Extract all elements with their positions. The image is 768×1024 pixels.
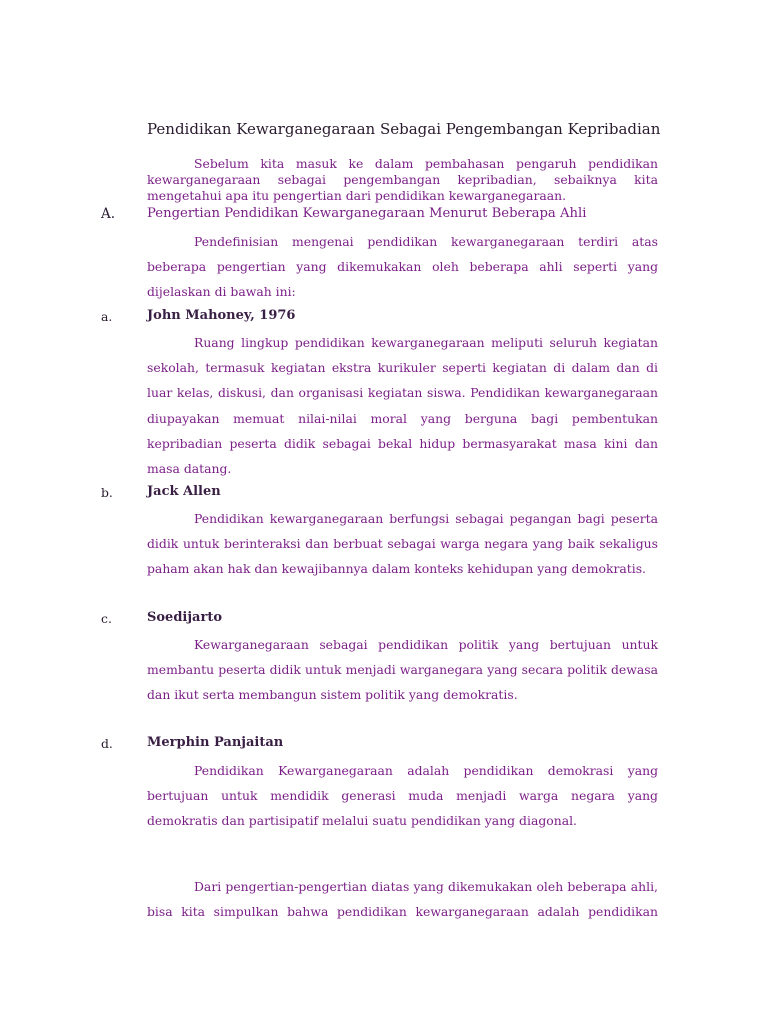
intro-paragraph: Sebelum kita masuk ke dalam pembahasan pengaruh pendidikan kewarganegaraan sebagai pengembangan kepribadian, sebaiknya kita mengetahui apa itu pengertian dari pendidikan kewarganegaraan. bbox=[147, 156, 658, 203]
expert-d-marker: d. bbox=[101, 736, 113, 751]
section-a-paragraph: Pendefinisian mengenai pendidikan kewarganegaraan terdiri atas beberapa pengertian yang dikemukakan oleh beberapa ahli seperti yang dijelaskan di bawah ini: bbox=[147, 234, 658, 300]
expert-b-paragraph: Pendidikan kewarganegaraan berfungsi sebagai pegangan bagi peserta didik untuk berinteraksi dan berbuat sebagai warga negara yang baik sekaligus paham akan hak dan kewajibannya dalam konteks kehidupan yang demokratis. bbox=[147, 511, 658, 577]
expert-a-paragraph: Ruang lingkup pendidikan kewarganegaraan meliputi seluruh kegiatan sekolah, termasuk kegiatan ekstra kurikuler seperti kegiatan di dalam dan di luar kelas, diskusi, dan organisasi kegiatan siswa. Pendidikan kewarganegaraan diupayakan memuat nilai-nilai moral yang berguna bagi pembentukan kepribadian peserta didik sebagai bekal hidup bermasyarakat masa kini dan masa datang. bbox=[147, 335, 658, 477]
expert-b-marker: b. bbox=[101, 485, 113, 500]
expert-d-name: Merphin Panjaitan bbox=[147, 735, 284, 750]
expert-a-name: John Mahoney, 1976 bbox=[147, 308, 296, 323]
section-a-marker: A. bbox=[101, 206, 116, 222]
document-title: Pendidikan Kewarganegaraan Sebagai Pengembangan Kepribadian bbox=[147, 120, 661, 138]
expert-c-marker: c. bbox=[101, 611, 112, 626]
expert-b-name: Jack Allen bbox=[147, 484, 221, 499]
expert-a-marker: a. bbox=[101, 309, 113, 324]
conclusion-paragraph: Dari pengertian-pengertian diatas yang dikemukakan oleh beberapa ahli, bisa kita simpulkan bahwa pendidikan kewarganegaraan adalah pendidikan bbox=[147, 879, 658, 920]
expert-c-name: Soedijarto bbox=[147, 610, 223, 625]
section-a-heading: Pengertian Pendidikan Kewarganegaraan Menurut Beberapa Ahli bbox=[147, 206, 587, 221]
expert-d-paragraph: Pendidikan Kewarganegaraan adalah pendidikan demokrasi yang bertujuan untuk mendidik generasi muda menjadi warga negara yang demokratis dan partisipatif melalui suatu pendidikan yang diagonal. bbox=[147, 763, 658, 829]
expert-c-paragraph: Kewarganegaraan sebagai pendidikan politik yang bertujuan untuk membantu peserta didik untuk menjadi warganegara yang secara politik dewasa dan ikut serta membangun sistem politik yang demokratis. bbox=[147, 637, 658, 703]
